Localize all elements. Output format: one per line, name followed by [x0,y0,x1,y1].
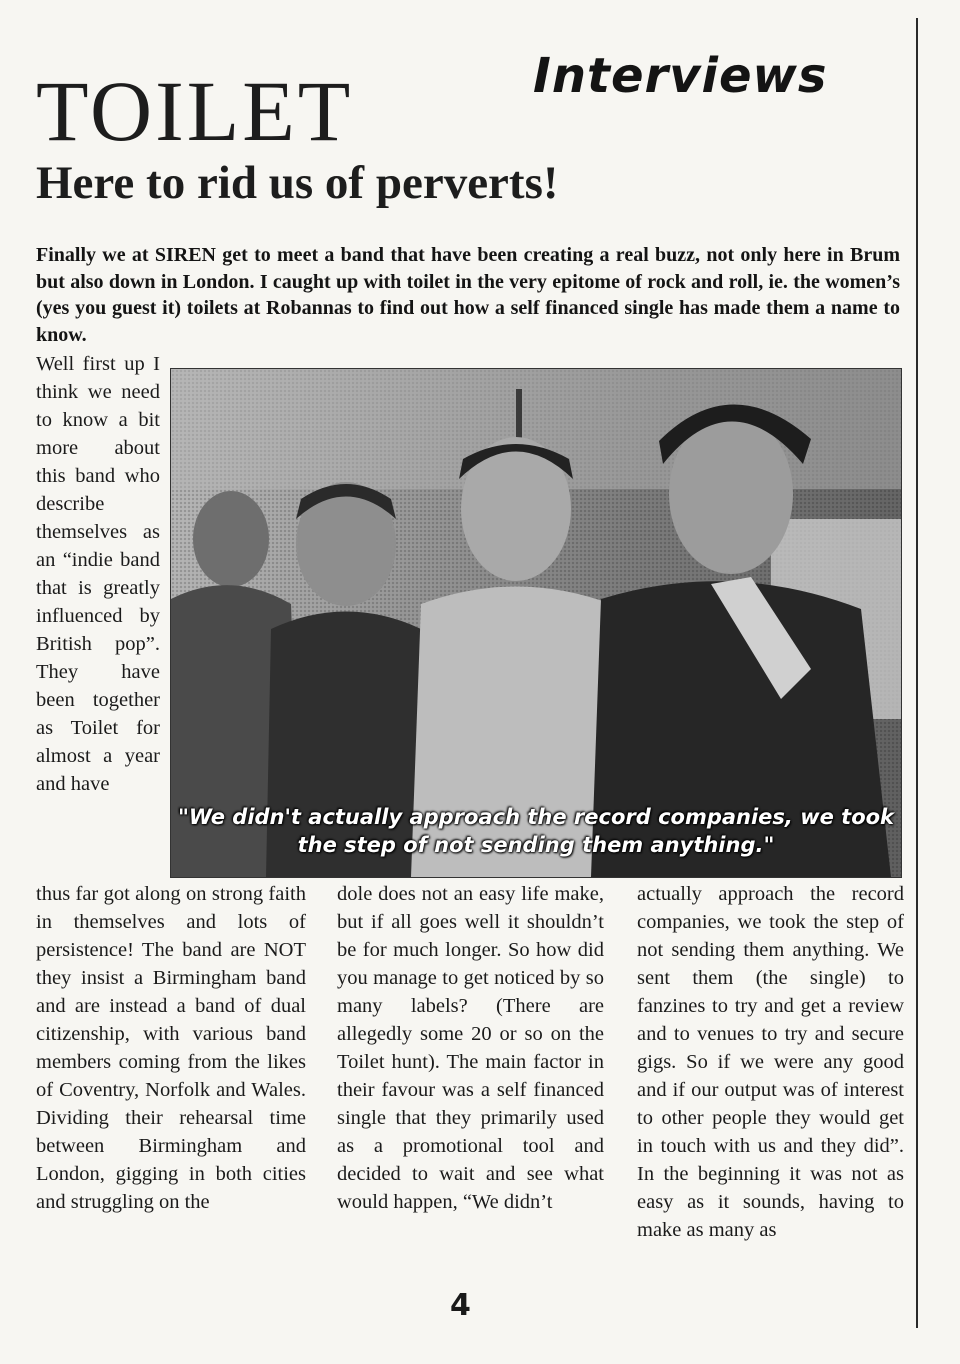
body-text-column-1: thus far got along on strong faith in themselves and lots of persistence! The band are NOT they insist a Birmingham band and are instead a band of dual citizenship, with various band members coming from the likes of Coventry, Norfolk and Wales. Dividing their rehearsal time between Birmingham and London, gigging in both cities and struggling on the [36,883,306,1213]
band-photo [170,368,902,878]
section-title: Interviews [533,48,828,104]
body-text-narrow-column: Well first up I think we need to know a bit more about this band who describe themselves as an “indie band that is greatly influenced by British pop”. They have been together as Toilet for almost a year and have [36,353,160,795]
body-text-column-3: actually approach the record companies, we took the step of not sending them anything. We sent them (the single) to fanzines to try and get a review and to venues to try and secure gigs. So if we were any good and if our output was of interest to other people they would get in touch with us and they did”. In the beginning it was not as easy as it sounds, having to make as many as [637,883,904,1241]
band-photo-illustration [171,369,901,877]
body-text-column-2: dole does not an easy life make, but if all goes well it shouldn’t be for much longer. So how did you manage to get noticed by so many labels? (There are allegedly some 20 or so on the Toilet hunt). The main factor in their favour was a self financed single that they primarily used as a promotional tool and decided to wait and see what would happen, “We didn’t [337,883,604,1213]
band-name-title: TOILET [36,63,354,159]
pull-quote: "We didn't actually approach the record companies, we took the step of not sending them anything." [177,805,895,857]
page-number: 4 [450,1288,471,1323]
headline: Here to rid us of perverts! [36,157,559,209]
page-border-rule [916,18,918,1328]
intro-paragraph: Finally we at SIREN get to meet a band that have been creating a real buzz, not only here in Brum but also down in London. I caught up with toilet in the very epitome of rock and roll, ie. the women’s (yes you guest it) toilets at Robannas to find out how a self financed single has made them a name to know. [36,244,900,346]
